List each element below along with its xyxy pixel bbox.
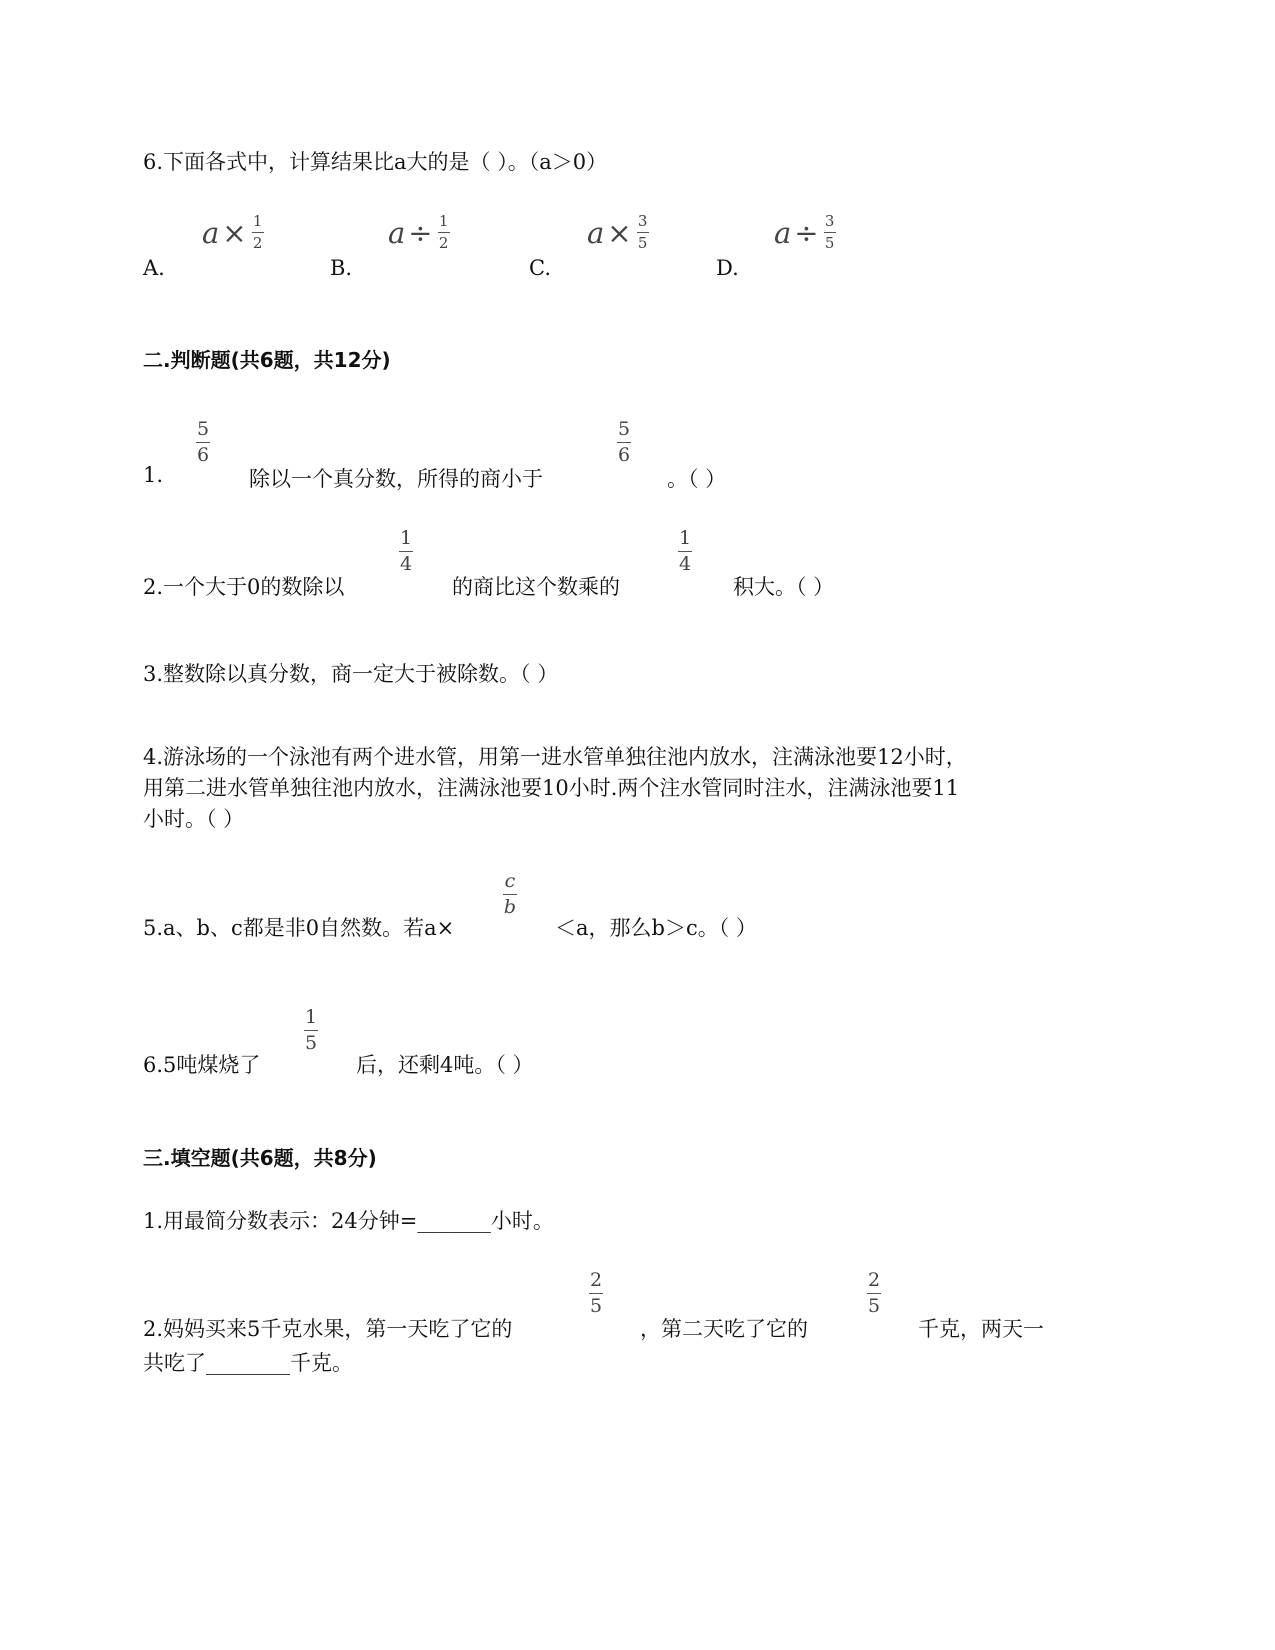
judge-q6-fraction xyxy=(304,1008,318,1053)
judge-q1-frac1-den: 6 xyxy=(196,444,210,466)
judge-q1-fraction-1 xyxy=(196,420,210,465)
fill-q2-frac2-den: 5 xyxy=(867,1295,881,1317)
judge-q1-frac2-num: 5 xyxy=(617,418,631,440)
judge-q1-frac2-den: 6 xyxy=(617,444,631,466)
option-d-operator: ÷ xyxy=(794,215,819,250)
judge-q2-fraction-2 xyxy=(678,529,692,574)
option-b-expression xyxy=(388,214,450,251)
option-b-variable: a xyxy=(388,215,406,250)
judge-q6-frac-num: 1 xyxy=(304,1006,318,1028)
judge-q6-suffix: 后，还剩4吨。（ ） xyxy=(356,1053,534,1077)
section-2-heading: 二.判断题(共6题，共12分) xyxy=(143,348,391,372)
option-a-denominator: 2 xyxy=(252,234,263,252)
fill-q2-frac2-num: 2 xyxy=(867,1269,881,1291)
judge-q2-frac2-den: 4 xyxy=(678,553,692,575)
judge-q5-fraction xyxy=(503,872,517,917)
option-b-fraction xyxy=(438,214,450,251)
judge-q1-mid: 除以一个真分数，所得的商小于 xyxy=(249,467,543,491)
judge-q1-suffix: 。（ ） xyxy=(667,467,727,491)
section-3-heading: 三.填空题(共6题，共8分) xyxy=(143,1146,377,1170)
judge-q2-frac2-num: 1 xyxy=(678,527,692,549)
option-b-label: B. xyxy=(330,256,353,280)
option-d-numerator: 3 xyxy=(824,212,835,230)
judge-q2-fraction-1 xyxy=(399,529,413,574)
question-6-stem: 6.下面各式中，计算结果比a大的是（ ）。（a＞0） xyxy=(143,150,608,174)
judge-q1-prefix: 1. xyxy=(143,463,164,487)
judge-q4-line-3: 小时。（ ） xyxy=(143,807,245,831)
judge-q5-suffix: ＜a，那么b＞c。（ ） xyxy=(555,916,757,940)
fill-q2-mid: ，第二天吃了它的 xyxy=(640,1317,808,1341)
option-c-label: C. xyxy=(529,256,551,280)
option-b-operator: ÷ xyxy=(408,215,433,250)
option-a-expression xyxy=(202,214,264,251)
option-d-label: D. xyxy=(716,256,739,280)
fill-q2-frac1-num: 2 xyxy=(589,1269,603,1291)
option-c-denominator: 5 xyxy=(637,234,648,252)
fill-q1-text: 1.用最简分数表示：24分钟=_______小时。 xyxy=(143,1209,554,1233)
option-b-denominator: 2 xyxy=(438,234,449,252)
judge-q2-frac1-num: 1 xyxy=(399,527,413,549)
fill-q2-fraction-2 xyxy=(867,1271,881,1316)
option-b-numerator: 1 xyxy=(438,212,449,230)
judge-q6-frac-den: 5 xyxy=(304,1032,318,1054)
judge-q2-mid: 的商比这个数乘的 xyxy=(452,575,620,599)
fill-q2-prefix: 2.妈妈买来5千克水果，第一天吃了它的 xyxy=(143,1317,513,1341)
judge-q3-text: 3.整数除以真分数，商一定大于被除数。（ ） xyxy=(143,662,559,686)
judge-q6-prefix: 6.5吨煤烧了 xyxy=(143,1053,261,1077)
judge-q4-line-2: 用第二进水管单独往池内放水，注满泳池要10小时.两个注水管同时注水，注满泳池要11 xyxy=(143,776,960,800)
option-a-label: A. xyxy=(143,256,165,280)
option-a-fraction xyxy=(252,214,264,251)
judge-q1-frac1-num: 5 xyxy=(196,418,210,440)
option-c-operator: × xyxy=(607,215,632,250)
option-d-variable: a xyxy=(774,215,792,250)
fill-q2-suffix: 千克，两天一 xyxy=(918,1317,1044,1341)
option-c-fraction xyxy=(637,214,649,251)
judge-q4-line-1: 4.游泳场的一个泳池有两个进水管，用第一进水管单独往池内放水，注满泳池要12小时， xyxy=(143,745,967,769)
fill-q2-frac1-den: 5 xyxy=(589,1295,603,1317)
option-c-variable: a xyxy=(587,215,605,250)
judge-q2-frac1-den: 4 xyxy=(399,553,413,575)
option-a-numerator: 1 xyxy=(252,212,263,230)
fill-q2-fraction-1 xyxy=(589,1271,603,1316)
option-d-denominator: 5 xyxy=(824,234,835,252)
judge-q5-frac-num: c xyxy=(504,870,516,892)
option-a-variable: a xyxy=(202,215,220,250)
option-a-operator: × xyxy=(222,215,247,250)
judge-q5-prefix: 5.a、b、c都是非0自然数。若a× xyxy=(143,916,455,940)
option-c-expression xyxy=(587,214,649,251)
judge-q1-fraction-2 xyxy=(617,420,631,465)
judge-q2-prefix: 2.一个大于0的数除以 xyxy=(143,575,345,599)
fill-q2-line-2: 共吃了________千克。 xyxy=(143,1351,353,1375)
option-d-expression xyxy=(774,214,836,251)
option-c-numerator: 3 xyxy=(637,212,648,230)
judge-q2-suffix: 积大。（ ） xyxy=(733,575,835,599)
judge-q5-frac-den: b xyxy=(503,896,517,918)
option-d-fraction xyxy=(824,214,836,251)
